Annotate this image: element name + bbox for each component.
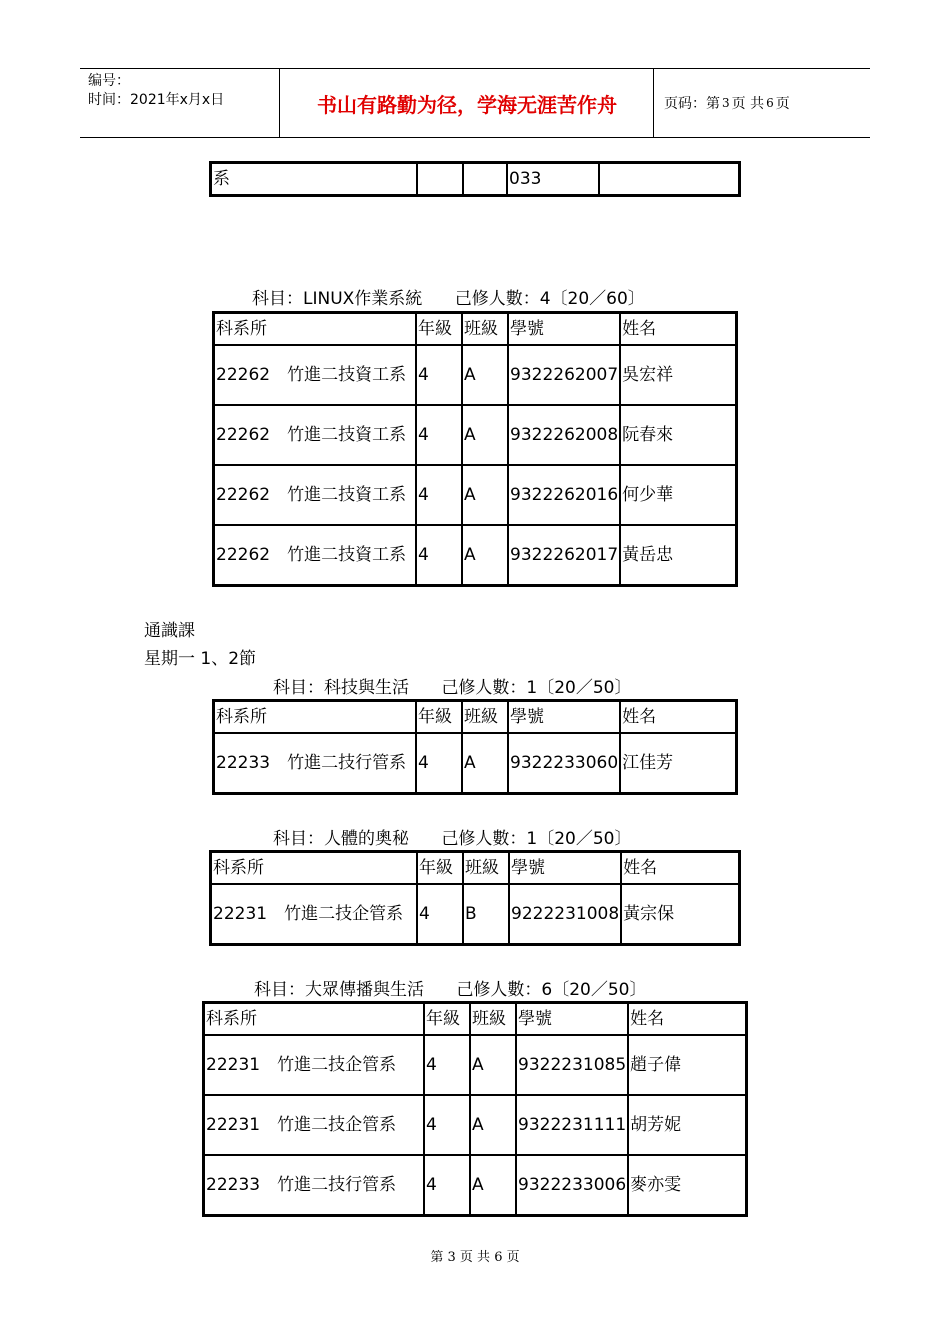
page-header	[80, 68, 870, 138]
cell-dept: 22262 竹進二技資工系	[214, 525, 416, 585]
cell-dept: 22262 竹進二技資工系	[214, 465, 416, 525]
table-fragment	[209, 161, 741, 197]
cell-name: 胡芳妮	[628, 1095, 746, 1155]
cell-id: 9322233060	[508, 733, 620, 793]
col-header-dept: 科系所	[211, 852, 417, 884]
table-mass-media	[202, 1001, 748, 1217]
page-mid: 页 共	[731, 96, 765, 112]
fragment-cell-class	[463, 163, 507, 195]
table-row	[211, 884, 739, 944]
table-title-mass-media: 科目：大眾傳播與生活 己修人數：6〔20／50〕	[254, 980, 647, 1000]
cell-id: 9322231111	[516, 1095, 628, 1155]
cell-class: B	[463, 884, 509, 944]
table-row	[204, 1095, 746, 1155]
table-title-linux: 科目：LINUX作業系統 己修人數：4〔20／60〕	[252, 289, 645, 309]
cell-class: A	[470, 1035, 516, 1095]
col-header-grade: 年級	[424, 1003, 470, 1035]
col-header-grade: 年級	[416, 313, 462, 345]
col-header-dept: 科系所	[214, 313, 416, 345]
cell-class: A	[462, 465, 508, 525]
cell-name: 江佳芳	[620, 733, 736, 793]
col-header-id: 學號	[516, 1003, 628, 1035]
cell-class: A	[462, 733, 508, 793]
cell-dept: 22262 竹進二技資工系	[214, 405, 416, 465]
cell-id: 9322262007	[508, 345, 620, 405]
table-row	[214, 345, 736, 405]
cell-id: 9222231008	[509, 884, 621, 944]
table-header-row	[214, 313, 736, 345]
page-prefix: 页码：第	[664, 96, 720, 112]
cell-grade: 4	[417, 884, 463, 944]
col-header-class: 班級	[462, 701, 508, 733]
header-motto: 书山有路勤为径，学海无涯苦作舟	[281, 69, 654, 137]
col-header-name: 姓名	[620, 701, 736, 733]
cell-class: A	[462, 525, 508, 585]
table-row	[214, 465, 736, 525]
table-header-row	[204, 1003, 746, 1035]
page-current: 3	[722, 96, 730, 110]
header-meta	[80, 69, 280, 137]
fragment-cell-dept: 系	[211, 163, 417, 195]
fragment-cell-id: 033	[507, 163, 599, 195]
cell-name: 何少華	[620, 465, 736, 525]
cell-dept: 22262 竹進二技資工系	[214, 345, 416, 405]
col-header-grade: 年級	[416, 701, 462, 733]
table-linux	[212, 311, 738, 587]
cell-dept: 22233 竹進二技行管系	[214, 733, 416, 793]
cell-id: 9322262016	[508, 465, 620, 525]
cell-name: 黃岳忠	[620, 525, 736, 585]
cell-dept: 22231 竹進二技企管系	[211, 884, 417, 944]
cell-name: 麥亦雯	[628, 1155, 746, 1215]
cell-grade: 4	[416, 733, 462, 793]
col-header-id: 學號	[509, 852, 621, 884]
cell-dept: 22231 竹進二技企管系	[204, 1095, 424, 1155]
cell-name: 趙子偉	[628, 1035, 746, 1095]
number-label: 编号：	[88, 73, 130, 89]
fragment-cell-name	[599, 163, 739, 195]
cell-grade: 4	[416, 465, 462, 525]
header-page-info	[654, 69, 870, 137]
cell-id: 9322233006	[516, 1155, 628, 1215]
cell-name: 阮春來	[620, 405, 736, 465]
col-header-grade: 年級	[417, 852, 463, 884]
col-header-name: 姓名	[620, 313, 736, 345]
table-row	[214, 733, 736, 793]
table-title-human-body: 科目：人體的奧秘 己修人數：1〔20／50〕	[273, 829, 632, 849]
table-row	[214, 405, 736, 465]
table-row	[204, 1155, 746, 1215]
cell-name: 吳宏祥	[620, 345, 736, 405]
col-header-dept: 科系所	[204, 1003, 424, 1035]
cell-id: 9322262008	[508, 405, 620, 465]
cell-class: A	[470, 1095, 516, 1155]
col-header-name: 姓名	[621, 852, 739, 884]
cell-grade: 4	[416, 525, 462, 585]
table-header-row	[211, 852, 739, 884]
cell-dept: 22233 竹進二技行管系	[204, 1155, 424, 1215]
fragment-cell-grade	[417, 163, 463, 195]
cell-grade: 4	[424, 1155, 470, 1215]
schedule-label: 星期一 1、2節	[144, 649, 257, 669]
cell-class: A	[462, 405, 508, 465]
col-header-id: 學號	[508, 313, 620, 345]
col-header-class: 班級	[462, 313, 508, 345]
page-footer: 第 3 页 共 6 页	[430, 1250, 520, 1265]
col-header-name: 姓名	[628, 1003, 746, 1035]
table-header-row	[214, 701, 736, 733]
page-suffix: 页	[775, 96, 790, 112]
cell-id: 9322262017	[508, 525, 620, 585]
cell-id: 9322231085	[516, 1035, 628, 1095]
time-label: 时间：2021年x月x日	[88, 92, 225, 108]
table-row	[214, 525, 736, 585]
cell-grade: 4	[424, 1095, 470, 1155]
page-total: 6	[766, 96, 774, 110]
col-header-class: 班級	[470, 1003, 516, 1035]
table-tech-life	[212, 699, 738, 795]
col-header-id: 學號	[508, 701, 620, 733]
cell-dept: 22231 竹進二技企管系	[204, 1035, 424, 1095]
cell-grade: 4	[416, 345, 462, 405]
col-header-dept: 科系所	[214, 701, 416, 733]
cell-grade: 4	[424, 1035, 470, 1095]
cell-class: A	[470, 1155, 516, 1215]
cell-name: 黃宗保	[621, 884, 739, 944]
col-header-class: 班級	[463, 852, 509, 884]
table-human-body	[209, 850, 741, 946]
table-row	[204, 1035, 746, 1095]
cell-class: A	[462, 345, 508, 405]
general-course-label: 通識課	[144, 621, 195, 641]
cell-grade: 4	[416, 405, 462, 465]
table-title-tech-life: 科目：科技與生活 己修人數：1〔20／50〕	[273, 678, 632, 698]
